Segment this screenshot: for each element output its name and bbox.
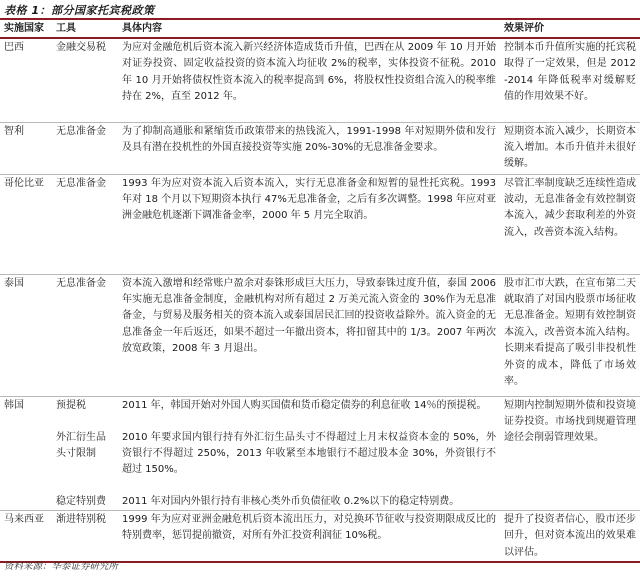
content-cell: 为了抑制高通胀和紧缩货币政策带来的热钱流入，1991-1998 年对短期外债和发行及具有潜在投机性的外国直接投资等实施 20%-30%的无息准备金要求。 [118, 122, 500, 174]
tool-cell: 渐进特别税 [52, 510, 118, 562]
table-row-chile [0, 122, 640, 174]
table-row-thailand [0, 274, 640, 396]
tool-cell [52, 396, 118, 510]
table-row-korea [0, 396, 640, 510]
evaluation-cell: 短期资本流入减少，长期资本流入增加。本币升值并未很好缓解。 [500, 122, 640, 174]
country-cell: 泰国 [0, 274, 52, 396]
tool-cell: 无息准备金 [52, 174, 118, 274]
tool-cell: 金融交易税 [52, 38, 118, 122]
table-row-malaysia [0, 510, 640, 562]
country-cell: 马来西亚 [0, 510, 52, 562]
table-row-colombia [0, 174, 640, 274]
evaluation-cell: 股市汇市大跌，在宣布第二天就取消了对国内股票市场征收无息准备金。短期有效控制资本流入，改善资本流入结构。长期来看提高了吸引非投机性外资的成本，降低了市场效率。 [500, 274, 640, 396]
content-withholding-tax: 2011 年，韩国开始对外国人购买国债和货币稳定债券的利息征收 14％的预提税。 [122, 399, 487, 411]
country-cell: 哥伦比亚 [0, 174, 52, 274]
evaluation-cell: 尽管汇率制度缺乏连续性造成波动，无息准备金有效控制资本流入，减少套取利差的外资流入，改善资本流入结构。 [500, 174, 640, 274]
header-tool: 工具 [52, 19, 118, 38]
tool-cell: 无息准备金 [52, 122, 118, 174]
content-stability-levy: 2011 年对国内外银行持有非核心类外币负债征收 0.2%以下的稳定特别费。 [122, 495, 460, 507]
tobin-tax-table [0, 18, 640, 563]
content-cell: 1999 年为应对亚洲金融危机后资本流出压力，对兑换环节征收与投资期限成反比的特别费率，惩罚提前撤资，对所有外汇投资利润征 10%税。 [118, 510, 500, 562]
evaluation-cell: 提升了投资者信心，股市还步回升，但对资本流出的效果难以评估。 [500, 510, 640, 562]
content-cell [118, 396, 500, 510]
header-country: 实施国家 [0, 19, 52, 38]
content-fx-derivative-limit: 2010 年要求国内银行持有外汇衍生品头寸不得超过上月末权益资本金的 50%，外资银行不得超过 250%，2013 年收紧至本地银行不超过股本金 30%，外资银行不超过 150%。 [122, 431, 496, 476]
country-cell: 韩国 [0, 396, 52, 510]
table-caption: 表格 1：部分国家托宾税政策 [4, 4, 155, 17]
header-content: 具体内容 [118, 19, 500, 38]
table-header-row [0, 19, 640, 38]
tool-fx-derivative-limit: 外汇衍生品头寸限制 [56, 431, 106, 459]
tool-cell: 无息准备金 [52, 274, 118, 396]
content-cell: 资本流入激增和经常账户盈余对泰铢形成巨大压力，导致泰铢过度升值，泰国 2006 年实施无息准备金制度，金融机构对所有超过 2 万美元流入资金的 30%作为无息准备金，与贸易及服务相关的资本流入或泰国居民汇回的投资收益除外。流入资金的无息准备金一年后返还，如果不超过一年撤出资本，将扣留其中的 1/3。2007 年两次放宽政策，2008 年 3 月退出。 [118, 274, 500, 396]
tool-stability-levy: 稳定特别费 [56, 495, 106, 507]
country-cell: 巴西 [0, 38, 52, 122]
content-cell: 为应对金融危机后资本流入新兴经济体造成货币升值，巴西在从 2009 年 10 月开始对证券投资、固定收益投资的资本流入均征收 2%的税率，实体投资不征税。2010 年 10 月开始将债权性资本流入的税率提高到 6%，将股权性投资组合流入的税率维持在 2%，直至 2012 年。 [118, 38, 500, 122]
content-cell: 1993 年为应对资本流入后资本流入，实行无息准备金和短暂的显性托宾税。1993 年对 18 个月以下短期资本执行 47%无息准备金，之后有多次调整。1998 年应对亚洲金融危机逐渐下调准备金率，2000 年 5 月完全取消。 [118, 174, 500, 274]
table-row-brazil [0, 38, 640, 122]
source-note: 资料来源：华泰证券研究所 [4, 561, 119, 572]
tool-withholding-tax: 预提税 [56, 399, 86, 411]
country-cell: 智利 [0, 122, 52, 174]
header-evaluation: 效果评价 [500, 19, 640, 38]
evaluation-cell: 短期内控制短期外债和投资境证券投资。市场找到规避管理途径会削弱管理效果。 [500, 396, 640, 510]
evaluation-cell: 控制本币升值所实施的托宾税取得了一定效果，但是 2012-2014 年降低税率对缓解贬值的作用效果不好。 [500, 38, 640, 122]
